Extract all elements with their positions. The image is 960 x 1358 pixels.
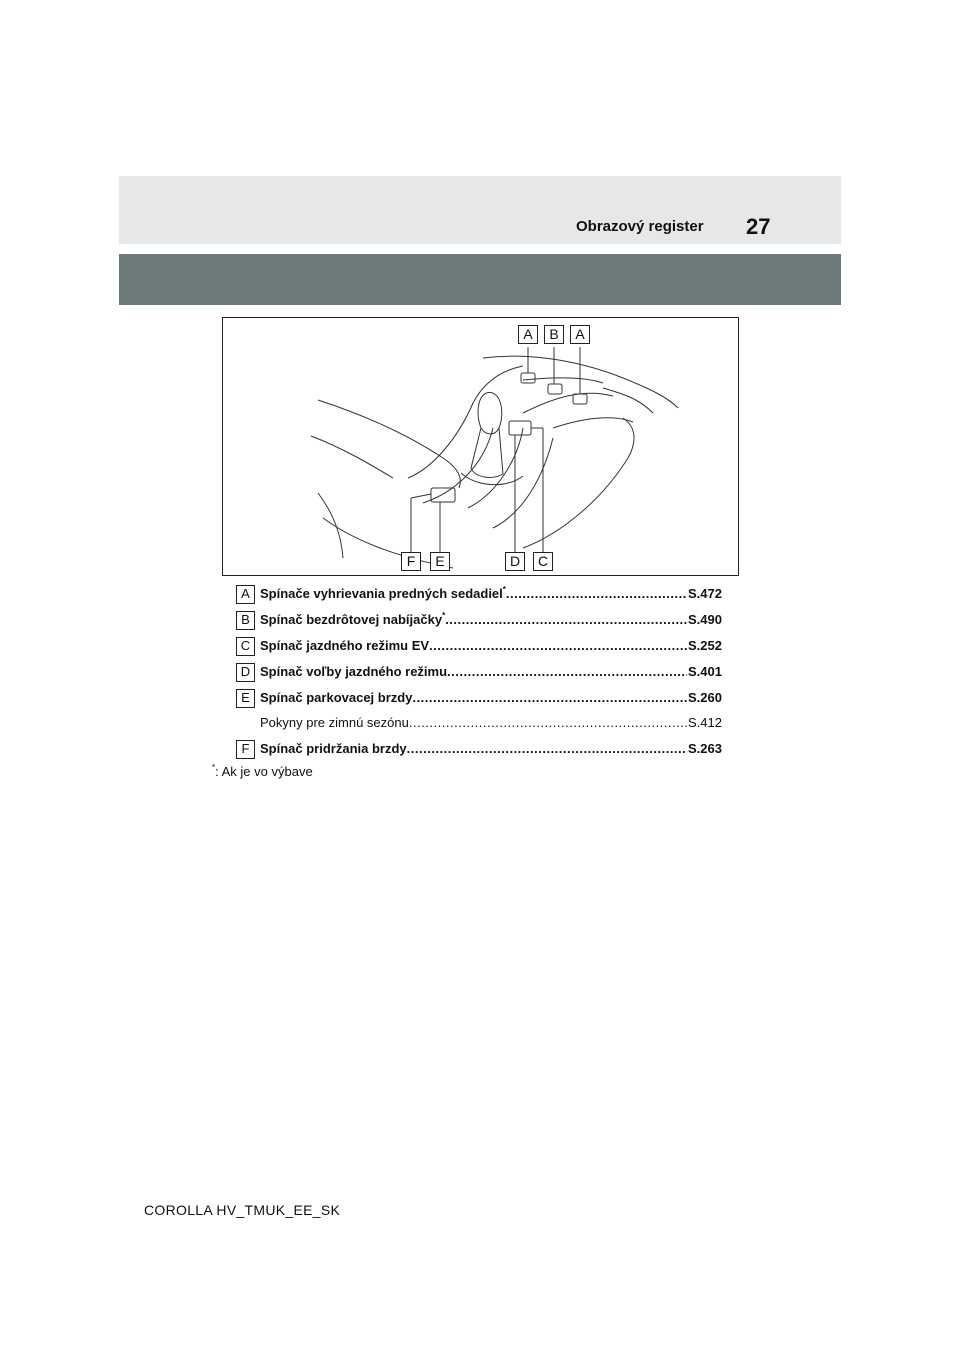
index-row[interactable] [236,585,722,605]
item-badge: C [236,637,255,656]
page-number: 27 [746,214,771,239]
index-row[interactable] [236,689,722,709]
page-ref[interactable]: S.263 [688,741,722,756]
callout-label: E [430,552,450,571]
callout-label: C [533,552,553,571]
section-title: Obrazový register [576,218,704,235]
item-label: Spínač bezdrôtovej nabíjačky [260,612,443,627]
console-drawing [223,318,739,576]
page-ref[interactable]: S.401 [688,664,722,679]
item-sup: * [442,611,446,620]
footnote [212,764,313,779]
item-label: Spínač pridržania brzdy [260,741,407,756]
item-label: Spínače vyhrievania predných sedadiel [260,586,503,601]
item-sup: * [502,585,506,594]
item-badge: A [236,585,255,604]
callout-label: F [401,552,421,571]
callout-label: A [570,325,590,344]
header-band [119,254,841,305]
item-label: Spínač jazdného režimu EV [260,638,430,653]
header-bar [119,176,841,244]
item-label: Spínač parkovacej brzdy [260,690,413,705]
index-subrow[interactable] [236,714,722,734]
page-ref[interactable]: S.412 [688,715,722,730]
item-badge: F [236,740,255,759]
index-row[interactable] [236,611,722,631]
doc-code: COROLLA HV_TMUK_EE_SK [144,1202,341,1218]
footnote-mark: * [212,763,216,772]
item-badge: B [236,611,255,630]
item-badge: E [236,689,255,708]
footnote-text: : Ak je vo výbave [215,764,313,779]
center-console-illustration [222,317,739,576]
callout-label: D [505,552,525,571]
armrest-line-1 [318,400,460,488]
index-row[interactable] [236,740,722,760]
page-ref[interactable]: S.472 [688,586,722,601]
callout-label: B [544,325,564,344]
index-row[interactable] [236,637,722,657]
page-ref[interactable]: S.260 [688,690,722,705]
item-label: Spínač voľby jazdného režimu [260,664,448,679]
page-ref[interactable]: S.252 [688,638,722,653]
item-badge: D [236,663,255,682]
callout-label: A [518,325,538,344]
item-label: Pokyny pre zimnú sezónu [260,715,409,730]
index-row[interactable] [236,663,722,683]
page-ref[interactable]: S.490 [688,612,722,627]
